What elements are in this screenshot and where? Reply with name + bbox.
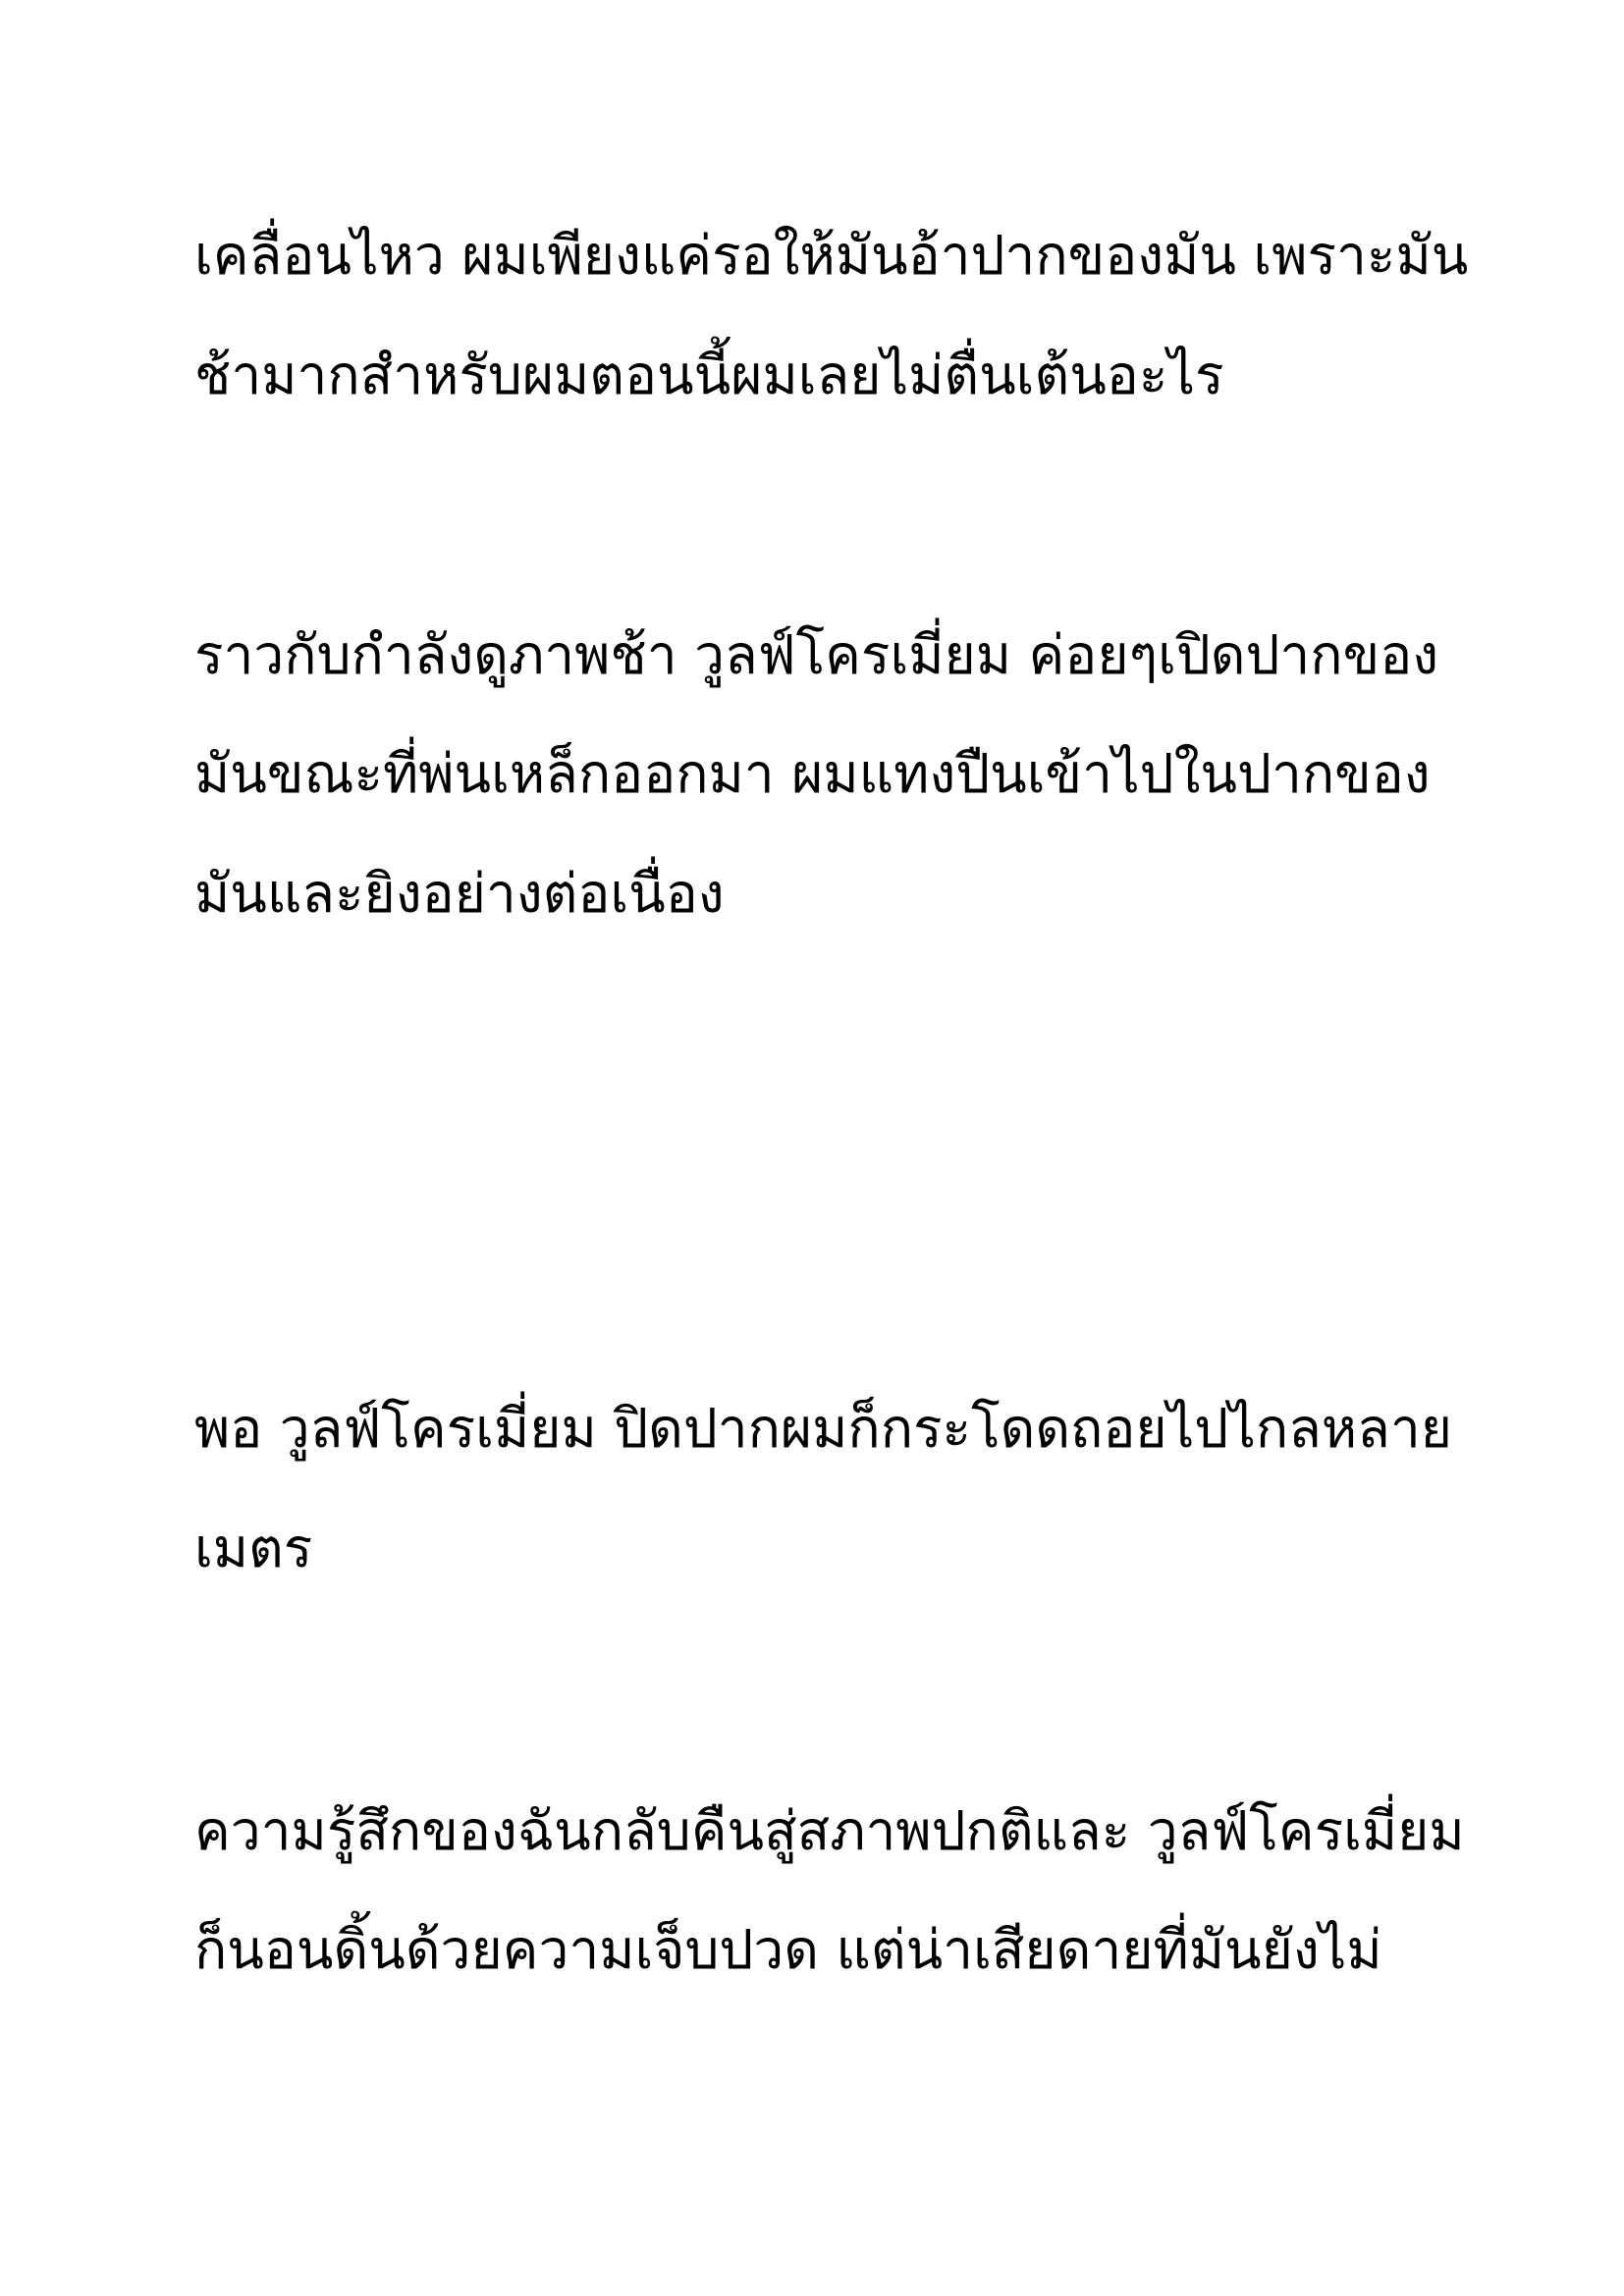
paragraph-line: ช้ามากสำหรับผมตอนนี้ผมเลยไม่ตื่นเต้นอะไร bbox=[194, 344, 1224, 406]
paragraph-line: ความรู้สึกของฉันกลับคืนสู่สภาพปกติและ วูลฟ์โครเมี่ยม bbox=[194, 1799, 1465, 1862]
paragraph-line: เมตร bbox=[194, 1517, 313, 1579]
paragraph-line: เคลื่อนไหว ผมเพียงแค่รอให้มันอ้าปากของมัน เพราะมัน bbox=[194, 224, 1469, 287]
paragraph-line: ก็นอนดิ้นด้วยความเจ็บปวด แต่น่าเสียดายที่มันยังไม่ bbox=[194, 1918, 1382, 1981]
paragraph-line: พอ วูลฟ์โครเมี่ยม ปิดปากผมก็กระโดดถอยไปไกลหลาย bbox=[194, 1397, 1452, 1460]
paragraph-line: มันและยิงอย่างต่อเนื่อง bbox=[194, 862, 725, 925]
paragraph-line: ราวกับกำลังดูภาพช้า วูลฟ์โครเมี่ยม ค่อยๆเปิดปากของ bbox=[194, 623, 1439, 686]
paragraph-line: มันขณะที่พ่นเหล็กออกมา ผมแทงปืนเข้าไปในปากของ bbox=[194, 742, 1431, 805]
